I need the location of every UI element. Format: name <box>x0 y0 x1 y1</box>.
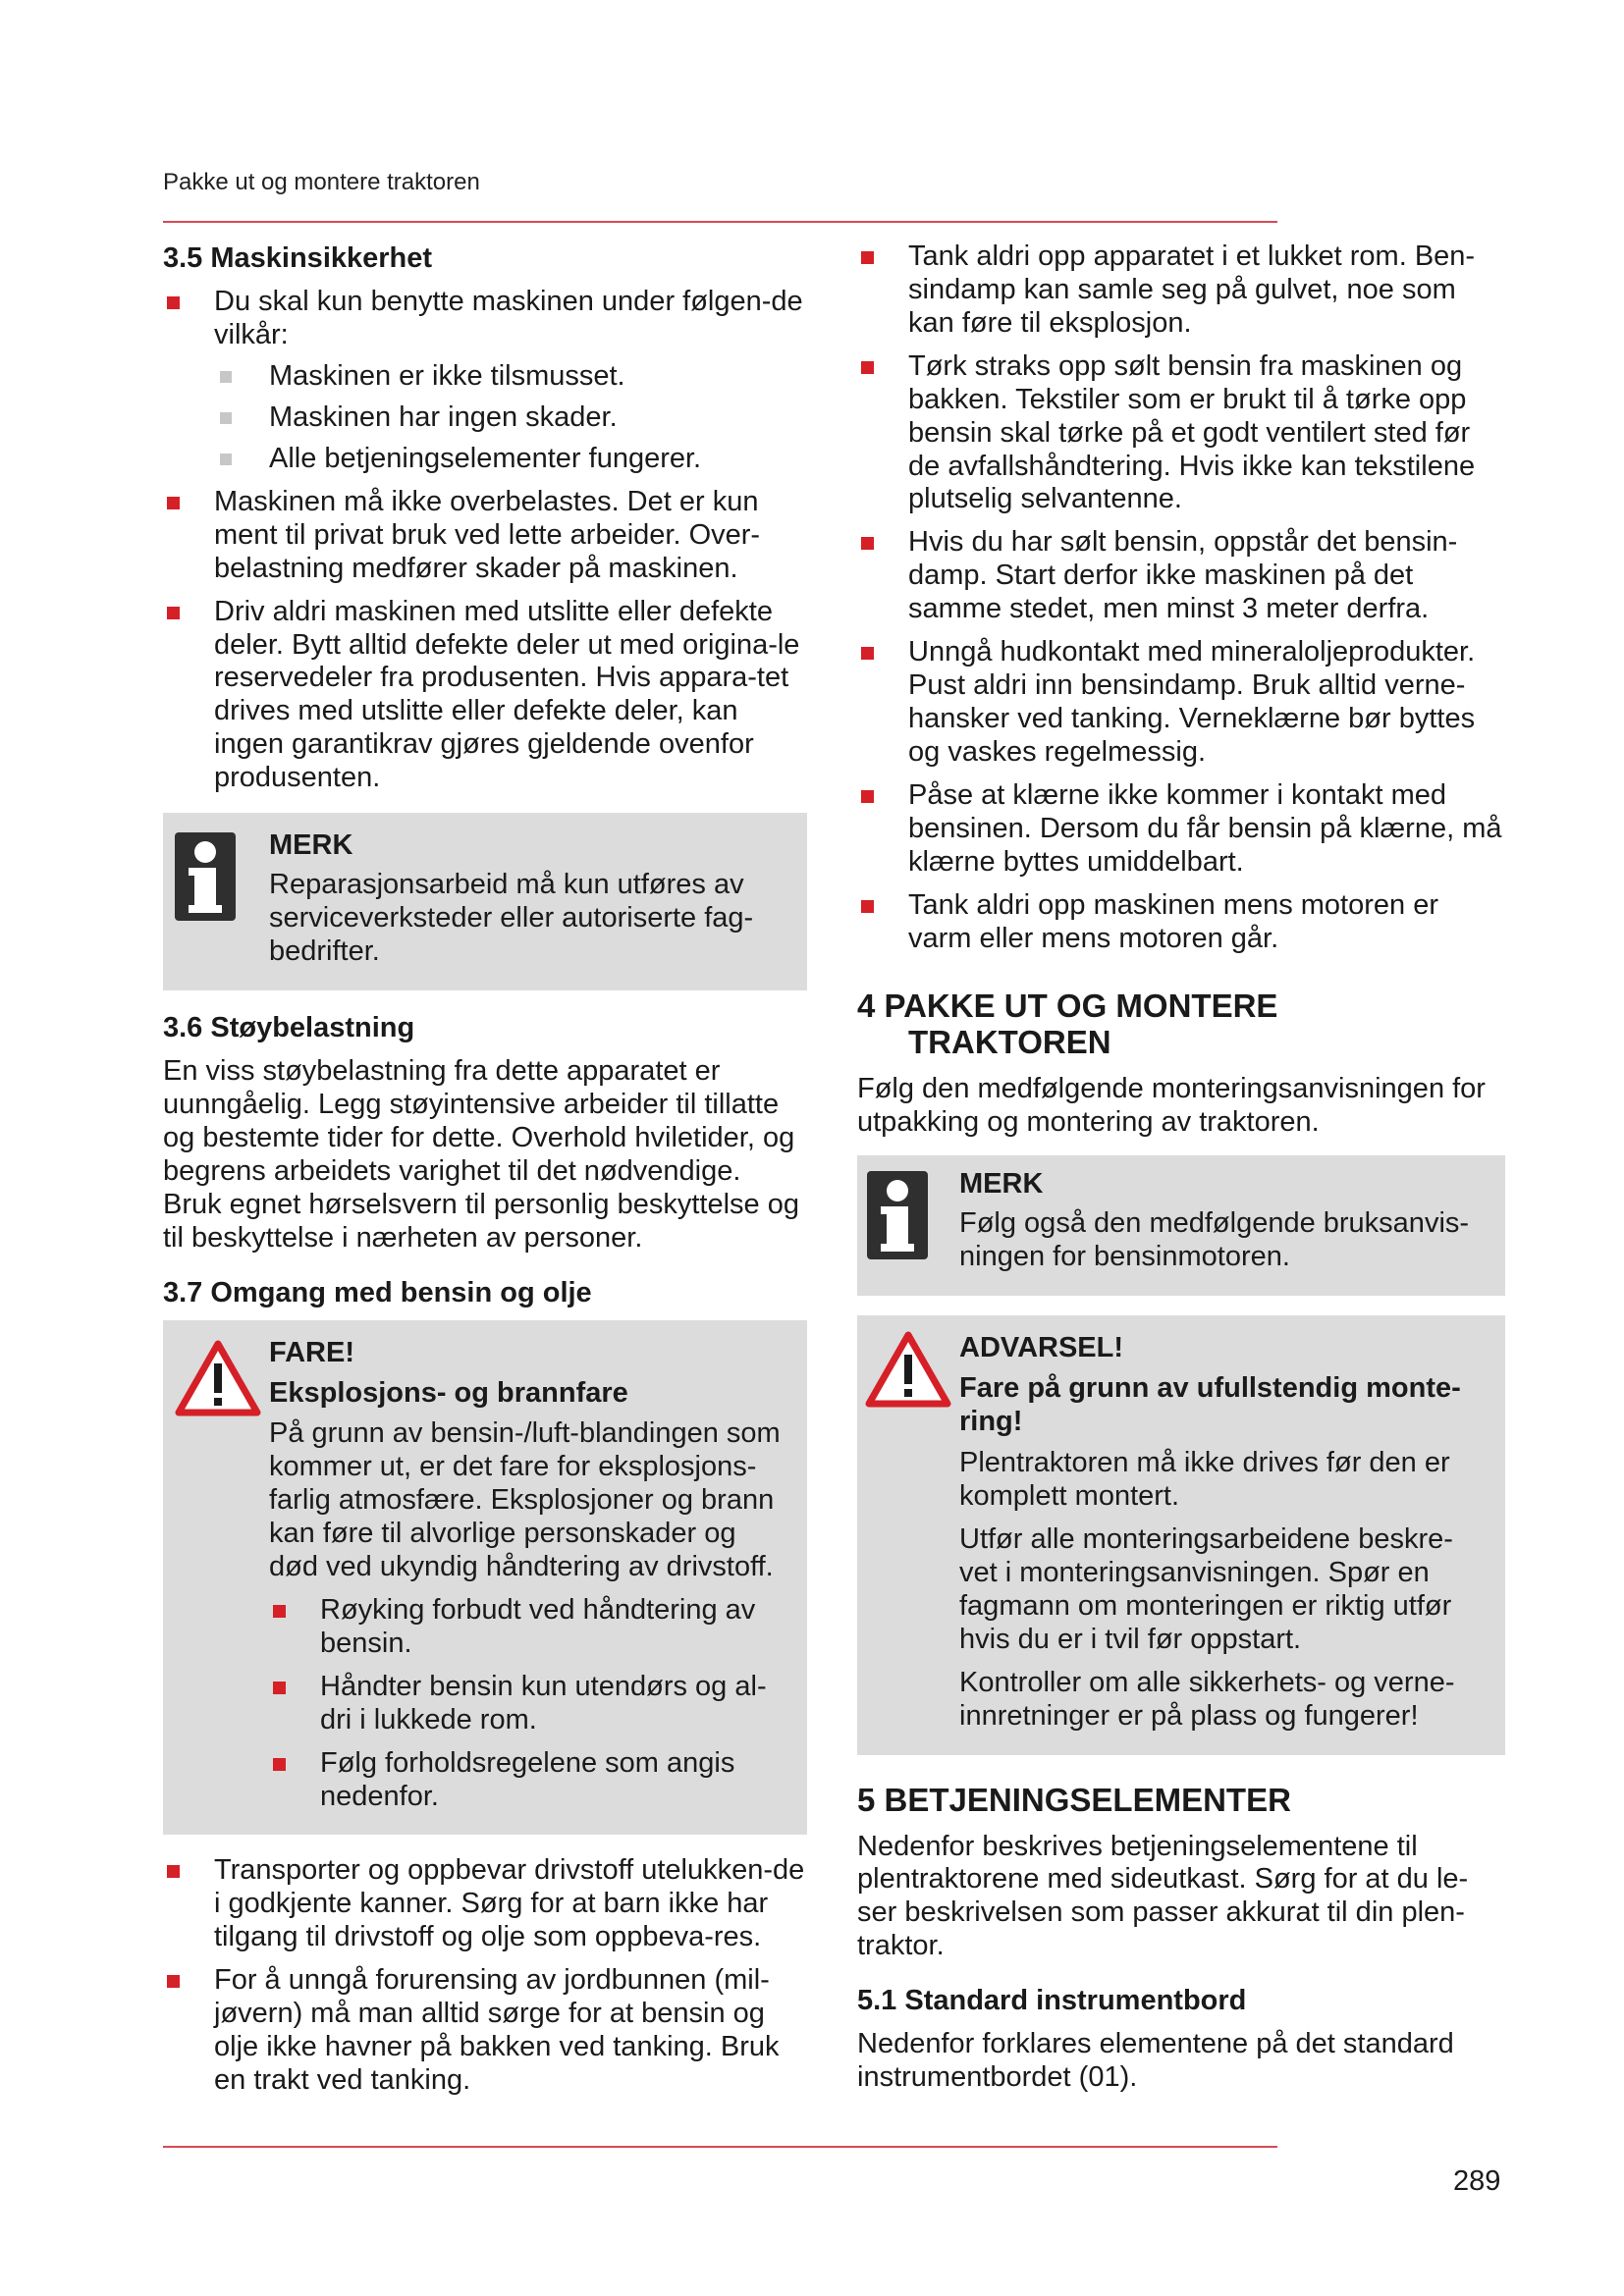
list-item: Driv aldri maskinen med utslitte eller defekte deler. Bytt alltid defekte deler ut med origina-le reservedeler fra produsenten. Hvis appara-tet drives med utslitte eller defekte deler, kan ingen garantikrav gjøres gjeldende ovenfor produsenten. <box>163 596 807 796</box>
list-item: Unngå hudkontakt med mineraloljeprodukter. Pust aldri inn bensindamp. Bruk alltid verne-hansker ved tanking. Verneklærne bør byttes og vaskes regelmessig. <box>857 636 1505 770</box>
list-item: Håndter bensin kun utendørs og al-dri i lukkede rom. <box>269 1671 787 1737</box>
noise-paragraph: En viss støybelastning fra dette apparatet er uunngåelig. Legg støyintensive arbeider til tillatte og bestemte tider for dette. Overhold hviletider, og begrens arbeidets varighet til det nødvendige. Bruk egnet hørselsvern til personlig beskyttelse og til beskyttelse i nærheten av personer. <box>163 1054 799 1254</box>
list-item-text: Du skal kun benytte maskinen under følgen-de vilkår: <box>214 286 803 351</box>
danger-box <box>163 1320 807 1836</box>
list-item: Tørk straks opp sølt bensin fra maskinen og bakken. Tekstiler som er brukt til å tørke opp bensin skal tørke på et godt ventilert sted før de avfallshåndtering. Hvis ikke kan tekstilene plutselig selvantenne. <box>857 350 1505 517</box>
list-item: Røyking forbudt ved håndtering av bensin. <box>269 1594 787 1661</box>
warning-paragraph: Kontroller om alle sikkerhets- og verne-innretninger er på plass og fungerer! <box>959 1666 1455 1732</box>
condition-sublist <box>214 360 807 476</box>
chapter-4-heading <box>857 988 1505 1061</box>
list-item: Følg forholdsregelene som angis nedenfor. <box>269 1747 787 1814</box>
list-item: Tank aldri opp apparatet i et lukket rom. Ben-sindamp kan samle seg på gulvet, noe som kan føre til eksplosjon. <box>857 240 1505 341</box>
fuel-safety-list <box>857 240 1505 955</box>
footer-rule <box>163 2146 1277 2148</box>
list-item <box>163 286 807 476</box>
sub-list-item: Maskinen er ikke tilsmusset. <box>214 360 807 394</box>
section-3-5-heading: 3.5 Maskinsikkerhet <box>163 242 433 274</box>
note-box-repair <box>163 813 807 990</box>
right-column <box>857 240 1505 2110</box>
note-text: Reparasjonsarbeid må kun utføres av serviceverksteder eller autoriserte fag-bedrifter. <box>269 868 754 967</box>
sub-list-item: Maskinen har ingen skader. <box>214 401 807 435</box>
list-item: Påse at klærne ikke kommer i kontakt med bensinen. Dersom du får bensin på klærne, må klærne byttes umiddelbart. <box>857 779 1505 880</box>
warning-subtitle: Fare på grunn av ufullstendig monte-ring! <box>959 1371 1461 1438</box>
left-column <box>163 240 807 2108</box>
chapter-5-paragraph: Nedenfor beskrives betjeningselementene til plentraktorene med sideutkast. Sørg for at du le-ser beskrivelsen som passer akkurat til din plen-traktor. <box>857 1830 1469 1962</box>
warning-triangle-icon <box>865 1331 951 1415</box>
note-box-manual <box>857 1155 1505 1296</box>
warning-paragraph: Utfør alle monteringsarbeidene beskre-vet i monteringsanvisningen. Spør en fagmann om monteringen er riktig utfør hvis du er i tvil før oppstart. <box>959 1523 1453 1655</box>
warning-triangle-icon <box>175 1340 261 1423</box>
fuel-handling-list <box>163 1854 807 2097</box>
info-icon <box>867 1171 928 1264</box>
note-text: Følg også den medfølgende bruksanvis-ningen for bensinmotoren. <box>959 1206 1470 1272</box>
warning-title: ADVARSEL! <box>959 1331 1124 1363</box>
section-5-1-paragraph: Nedenfor forklares elementene på det standard instrumentbordet (01). <box>857 2028 1454 2094</box>
page-number: 289 <box>1453 2165 1501 2197</box>
warning-paragraph: Plentraktoren må ikke drives før den er komplett montert. <box>959 1447 1450 1513</box>
sub-list-item: Alle betjeningselementer fungerer. <box>214 443 807 476</box>
chapter-4-paragraph: Følg den medfølgende monteringsanvisningen for utpakking og montering av traktoren. <box>857 1073 1486 1139</box>
section-5-1-heading: 5.1 Standard instrumentbord <box>857 1985 1247 2017</box>
danger-text: På grunn av bensin-/luft-blandingen som kommer ut, er det fare for eksplosjons-farlig atmosfære. Eksplosjoner og brann kan føre til alvorlige personskader og død ved ukyndig håndtering av drivstoff. <box>269 1417 781 1583</box>
running-header: Pakke ut og montere traktoren <box>163 169 480 195</box>
danger-title: FARE! <box>269 1336 354 1368</box>
danger-subtitle: Eksplosjons- og brannfare <box>269 1376 628 1409</box>
list-item: Hvis du har sølt bensin, oppstår det bensin-damp. Start derfor ikke maskinen på det samme stedet, men minst 3 meter derfra. <box>857 526 1505 626</box>
header-rule <box>163 221 1277 223</box>
chapter-4-heading-line2: TRAKTOREN <box>908 1024 1111 1061</box>
note-title: MERK <box>959 1168 1044 1201</box>
machine-safety-list <box>163 286 807 795</box>
chapter-5-heading: 5 BETJENINGSELEMENTER <box>857 1781 1291 1818</box>
note-title: MERK <box>269 829 353 862</box>
info-icon <box>175 832 236 926</box>
list-item: Maskinen må ikke overbelastes. Det er kun ment til privat bruk ved lette arbeider. Over-belastning medfører skader på maskinen. <box>163 486 807 586</box>
warning-box <box>857 1315 1505 1755</box>
list-item: Transporter og oppbevar drivstoff utelukken-de i godkjente kanner. Sørg for at barn ikke har tilgang til drivstoff og olje som oppbeva-res. <box>163 1854 807 1954</box>
section-3-7-heading: 3.7 Omgang med bensin og olje <box>163 1276 592 1308</box>
list-item: For å unngå forurensing av jordbunnen (mil-jøvern) må man alltid sørge for at bensin og olje ikke havner på bakken ved tanking. Bruk en trakt ved tanking. <box>163 1964 807 2098</box>
danger-list <box>269 1594 787 1814</box>
section-3-6-heading: 3.6 Støybelastning <box>163 1011 415 1043</box>
chapter-4-heading-line1: 4 PAKKE UT OG MONTERE <box>857 988 1278 1025</box>
list-item: Tank aldri opp maskinen mens motoren er varm eller mens motoren går. <box>857 889 1505 956</box>
